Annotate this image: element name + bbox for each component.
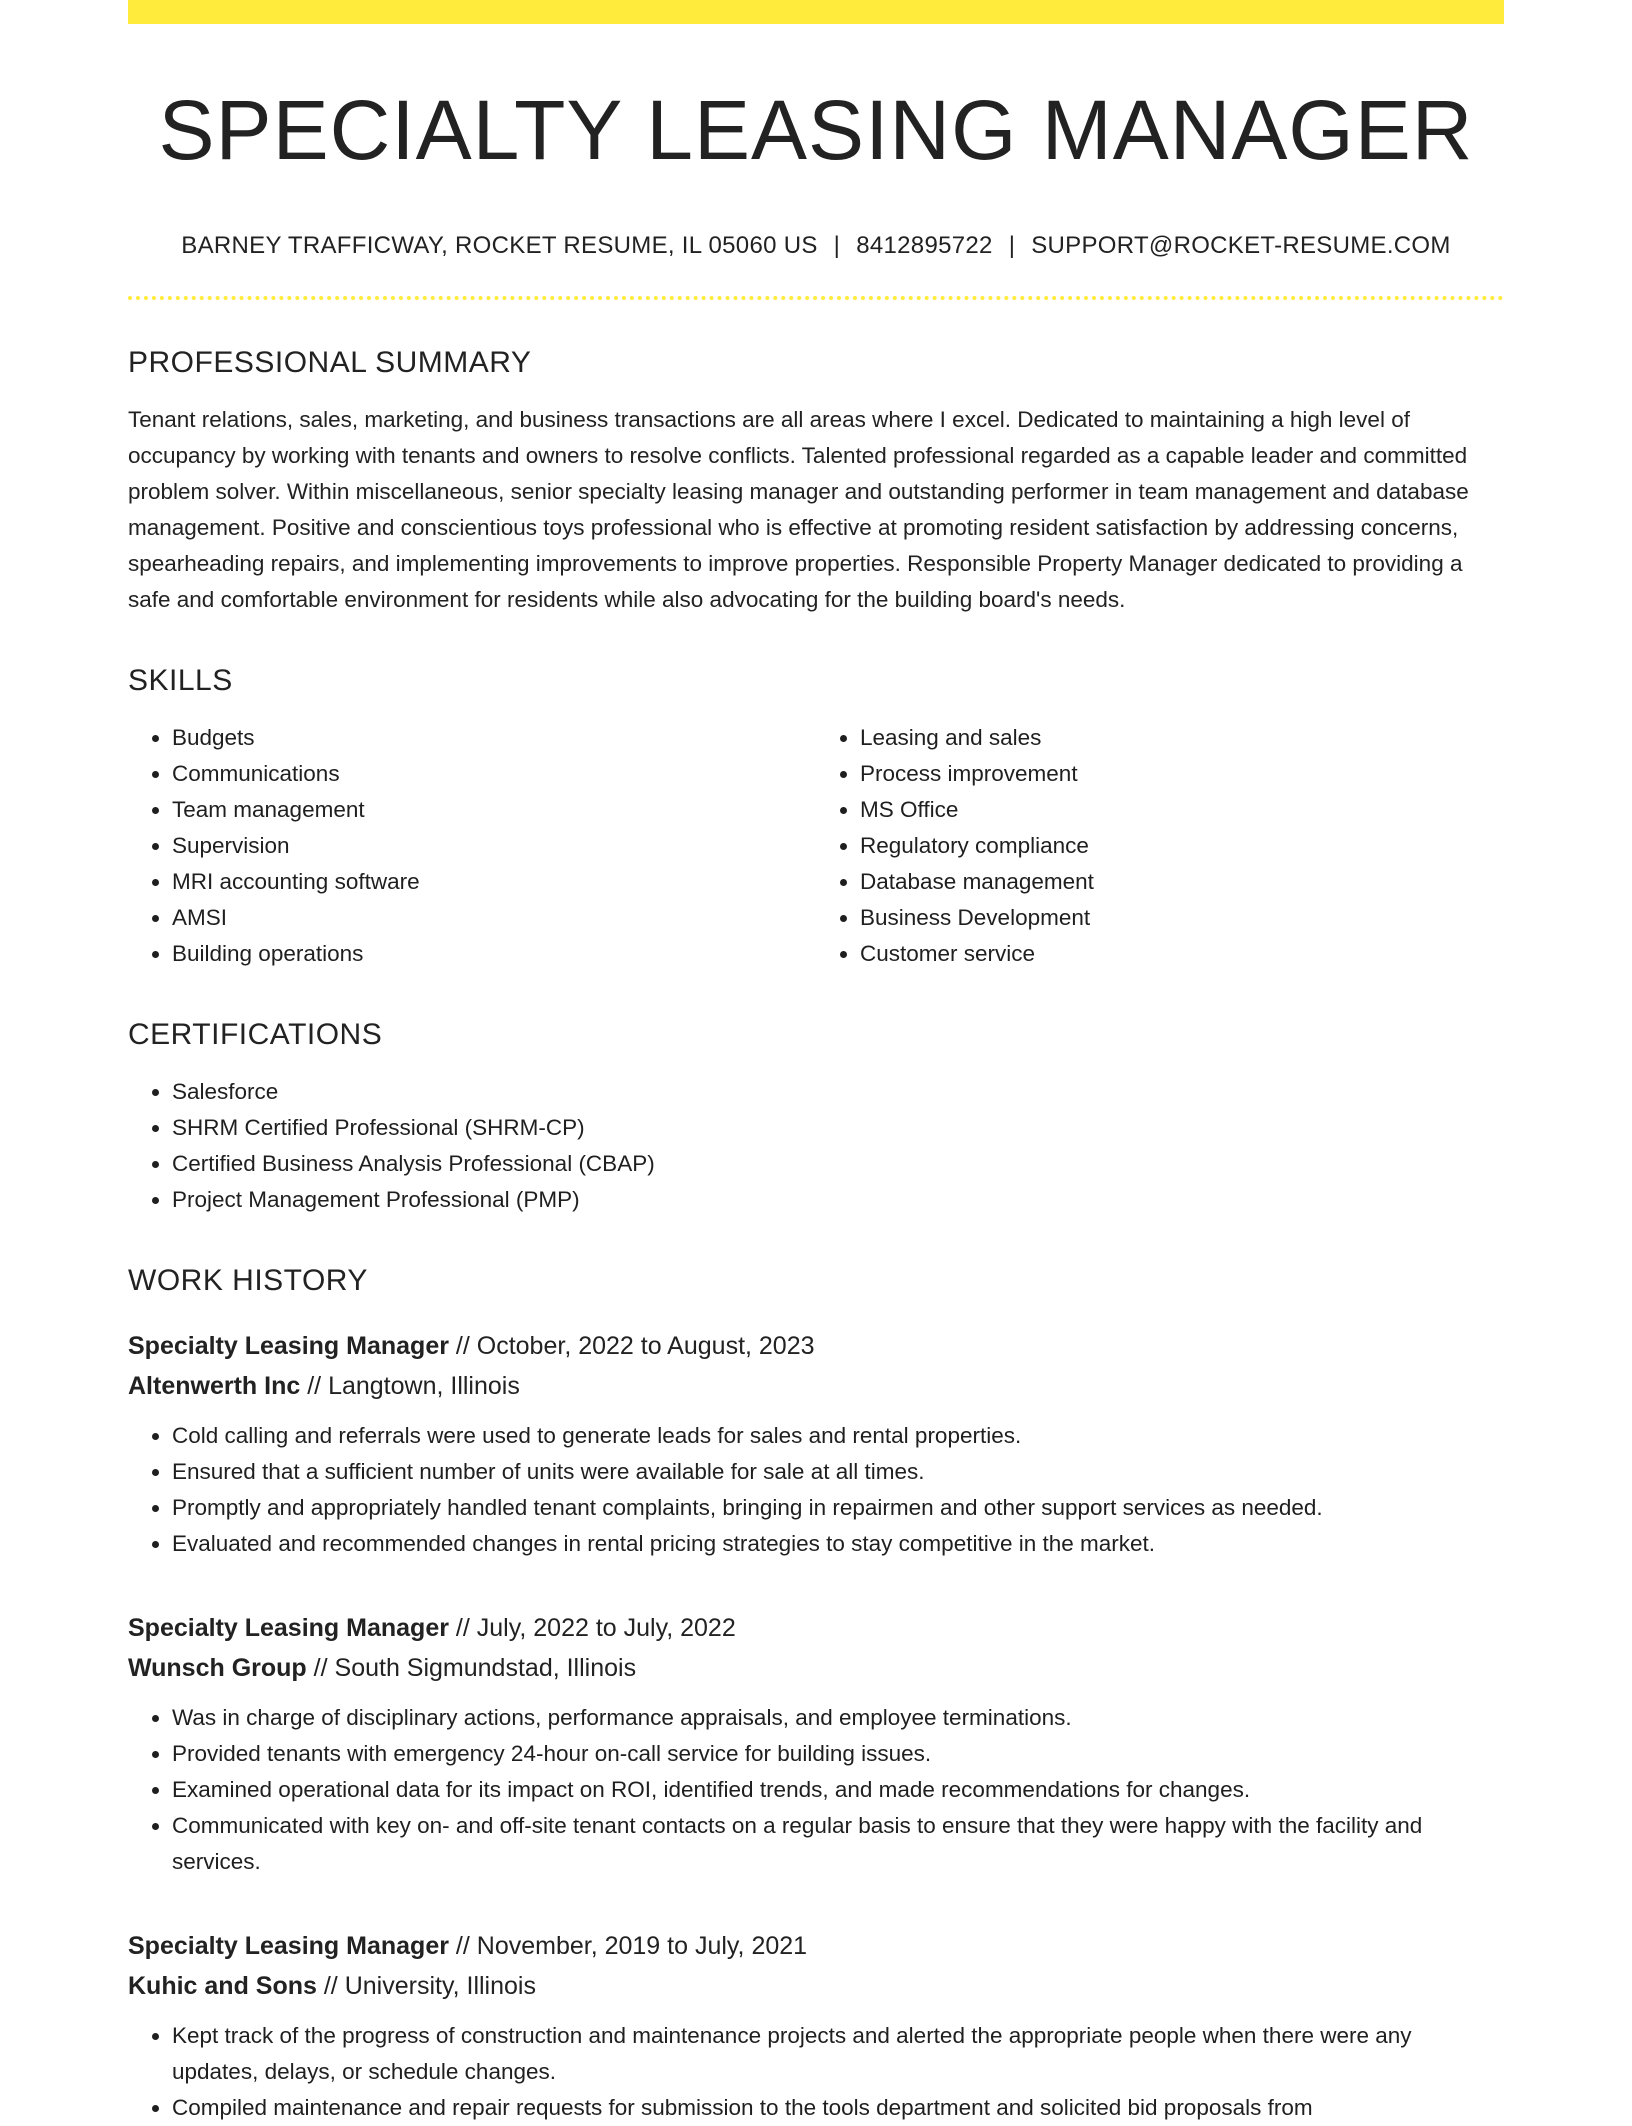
job-bullet: • Compiled maintenance and repair requests for submission to the tools department and solicited bid proposals from: [172, 2090, 1504, 2126]
job-company-line: [128, 1648, 1504, 1688]
job-company: Altenwerth Inc: [128, 1372, 301, 1401]
job-bullet: • Was in charge of disciplinary actions, performance appraisals, and employee terminations.: [172, 1700, 1504, 1736]
job-bullet: • Ensured that a sufficient number of units were available for sale at all times.: [172, 1454, 1504, 1490]
job-role: Specialty Leasing Manager: [128, 1932, 449, 1961]
job-bullets: [128, 1700, 1504, 1880]
job-divider: //: [455, 1332, 470, 1361]
skills-columns: [128, 720, 1504, 972]
skills-heading: SKILLS: [128, 664, 233, 698]
certification-item: • Project Management Professional (PMP): [172, 1182, 1504, 1218]
skill-item: • Database management: [860, 864, 1504, 900]
job-divider: //: [323, 1972, 338, 2001]
job-company: Kuhic and Sons: [128, 1972, 317, 2001]
contact-separator: |: [833, 232, 841, 260]
skill-item: • Supervision: [172, 828, 816, 864]
work-history-heading: WORK HISTORY: [128, 1264, 368, 1298]
skill-item: • Communications: [172, 756, 816, 792]
job-divider: //: [313, 1654, 328, 1683]
job-dates: November, 2019 to July, 2021: [476, 1932, 808, 1961]
job-bullet: • Kept track of the progress of construction and maintenance projects and alerted the appropriate people when there were any updates, delays, or schedule changes.: [172, 2018, 1504, 2090]
job-dates: July, 2022 to July, 2022: [476, 1614, 736, 1643]
skill-item: • Business Development: [860, 900, 1504, 936]
job-role-line: [128, 1926, 1504, 1966]
dotted-divider: [128, 296, 1504, 300]
job-location: Langtown, Illinois: [328, 1372, 520, 1401]
skills-right-list: [816, 720, 1504, 972]
skill-item: • MS Office: [860, 792, 1504, 828]
job-entry: [128, 1608, 1504, 1880]
skill-item: • Leasing and sales: [860, 720, 1504, 756]
contact-line: [128, 232, 1504, 260]
job-company: Wunsch Group: [128, 1654, 307, 1683]
job-location: University, Illinois: [344, 1972, 536, 2001]
job-company-line: [128, 1966, 1504, 2006]
job-bullet: • Cold calling and referrals were used to generate leads for sales and rental properties.: [172, 1418, 1504, 1454]
job-bullet: • Evaluated and recommended changes in rental pricing strategies to stay competitive in the market.: [172, 1526, 1504, 1562]
certification-item: • SHRM Certified Professional (SHRM-CP): [172, 1110, 1504, 1146]
skill-item: • Building operations: [172, 936, 816, 972]
job-role-line: [128, 1608, 1504, 1648]
job-bullet: • Provided tenants with emergency 24-hour on-call service for building issues.: [172, 1736, 1504, 1772]
job-location: South Sigmundstad, Illinois: [334, 1654, 637, 1683]
job-role: Specialty Leasing Manager: [128, 1332, 449, 1361]
certifications-list: [128, 1074, 1504, 1218]
job-bullets: [128, 1418, 1504, 1562]
certification-item: • Salesforce: [172, 1074, 1504, 1110]
skill-item: • Regulatory compliance: [860, 828, 1504, 864]
contact-phone: 8412895722: [856, 232, 993, 260]
summary-heading: PROFESSIONAL SUMMARY: [128, 346, 532, 380]
job-entry: [128, 1326, 1504, 1562]
skill-item: • Customer service: [860, 936, 1504, 972]
certification-item: • Certified Business Analysis Professional (CBAP): [172, 1146, 1504, 1182]
skill-item: • Budgets: [172, 720, 816, 756]
skill-item: • MRI accounting software: [172, 864, 816, 900]
skill-item: • Process improvement: [860, 756, 1504, 792]
skill-item: • Team management: [172, 792, 816, 828]
job-role-line: [128, 1326, 1504, 1366]
contact-email: SUPPORT@ROCKET-RESUME.COM: [1031, 232, 1451, 260]
job-bullets: [128, 2018, 1504, 2126]
job-company-line: [128, 1366, 1504, 1406]
summary-text: Tenant relations, sales, marketing, and business transactions are all areas where I excel. Dedicated to maintaining a high level of occupancy by working with tenants and owners to resolve conflicts. Talented professional regarded as a capable leader and committed problem solver. Within miscellaneous, senior specialty leasing manager and outstanding performer in team management and database management. Positive and conscientious toys professional who is effective at promoting resident satisfaction by addressing concerns, spearheading repairs, and implementing improvements to improve properties. Responsible Property Manager dedicated to providing a safe and comfortable environment for residents while also advocating for the building board's needs.: [128, 407, 1469, 613]
contact-address: BARNEY TRAFFICWAY, ROCKET RESUME, IL 05060 US: [181, 232, 818, 260]
job-entry: [128, 1926, 1504, 2126]
job-role: Specialty Leasing Manager: [128, 1614, 449, 1643]
resume-page: [128, 0, 1504, 2126]
skill-item: • AMSI: [172, 900, 816, 936]
job-dates: October, 2022 to August, 2023: [476, 1332, 815, 1361]
job-bullet: • Examined operational data for its impact on ROI, identified trends, and made recommendations for changes.: [172, 1772, 1504, 1808]
job-divider: //: [455, 1614, 470, 1643]
certifications-heading: CERTIFICATIONS: [128, 1018, 383, 1052]
job-bullet: • Communicated with key on- and off-site tenant contacts on a regular basis to ensure that they were happy with the facility and services.: [172, 1808, 1504, 1880]
contact-separator: |: [1008, 232, 1016, 260]
skills-left-list: [128, 720, 816, 972]
accent-top-bar: [128, 0, 1504, 24]
job-divider: //: [307, 1372, 322, 1401]
resume-title: SPECIALTY LEASING MANAGER: [158, 83, 1474, 177]
job-bullet: • Promptly and appropriately handled tenant complaints, bringing in repairmen and other support services as needed.: [172, 1490, 1504, 1526]
job-divider: //: [455, 1932, 470, 1961]
